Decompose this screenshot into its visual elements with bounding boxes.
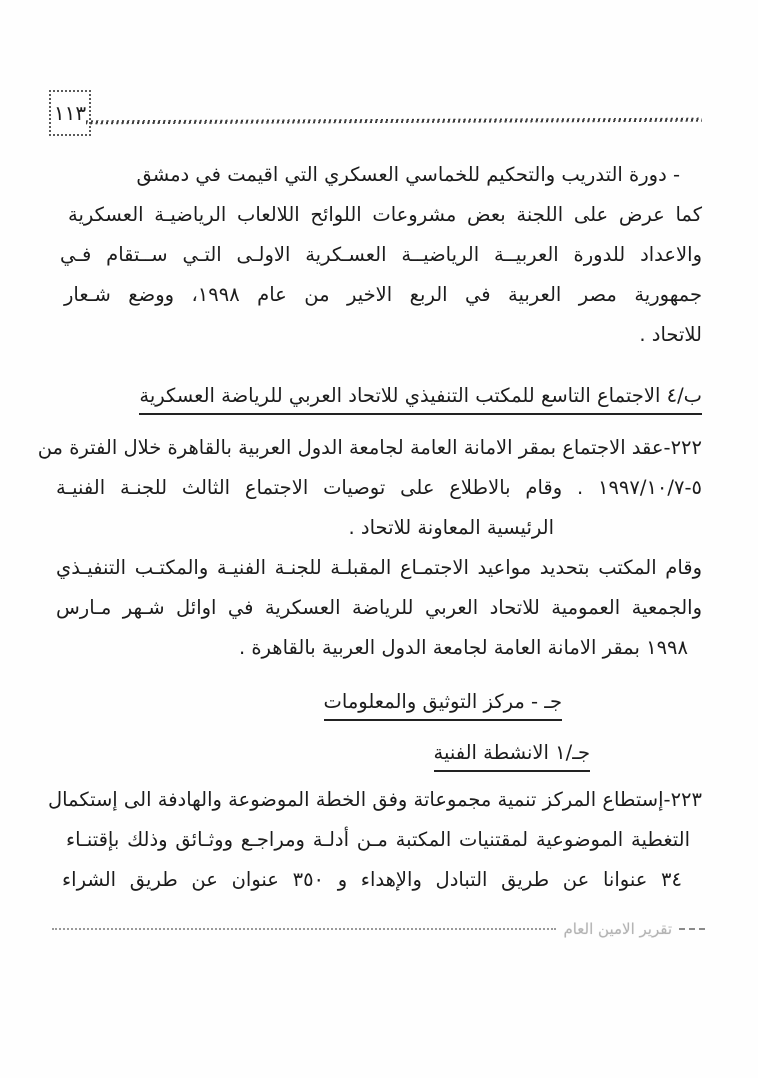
page-number-box <box>49 90 91 136</box>
page-footer <box>52 920 705 938</box>
para-223-line-1: ٢٢٣-إستطاع المركز تنمية مجموعاتة وفق الخطة الموضوعة والهادفة الى إستكمال <box>47 788 702 811</box>
page-number: ١١٣ <box>53 101 87 125</box>
para-223-line-3: ٣٤ عنوانا عن طريق التبادل والإهداء و ٣٥٠ عنوان عن طريق الشراء <box>62 868 682 891</box>
para-222b-line-1: وقام المكتب بتحديد مواعيد الاجتمـاع المقبلـة للجنـة الفنيـة والمكتـب التنفيـذي <box>56 556 702 579</box>
intro-line-2: كما عرض على اللجنة بعض مشروعات اللوائح اللالعاب الرياضيـة العسكرية <box>68 203 702 226</box>
section-heading-c <box>56 682 702 722</box>
intro-line-3: والاعداد للدورة العربيــة الرياضيــة العسـكرية الاولـى التـي ســتقام فـي <box>60 243 702 266</box>
para-222-line-3: الرئيسية المعاونة للاتحاد . <box>348 516 554 539</box>
header-rule <box>86 118 702 125</box>
section-heading-b4-text: ب/٤ الاجتماع التاسع للمكتب التنفيذي للاتحاد العربي للرياضة العسكرية <box>139 381 702 415</box>
section-heading-c1-text: جـ/١ الانشطة الفنية <box>434 738 590 772</box>
intro-line-1: - دورة التدريب والتحكيم للخماسي العسكري التي اقيمت في دمشق <box>136 163 680 186</box>
footer-rule-left <box>52 928 556 930</box>
section-heading-b4 <box>56 376 702 416</box>
text-column <box>37 155 703 900</box>
para-222b-line-2: والجمعية العمومية للاتحاد العربي للرياضة العسكرية في اوائل شـهر مـارس <box>56 596 702 619</box>
intro-line-4: جمهورية مصر العربية في الربع الاخير من عام ١٩٩٨، ووضع شـعار <box>64 283 703 306</box>
para-222-line-1: ٢٢٢-عقد الاجتماع بمقر الامانة العامة لجامعة الدول العربية بالقاهرة خلال الفترة من <box>37 436 702 459</box>
para-222b-line-3: ١٩٩٨ بمقر الامانة العامة لجامعة الدول العربية بالقاهرة . <box>238 636 688 659</box>
footer-title: تقرير الامين العام <box>563 920 672 938</box>
section-heading-c1 <box>56 733 702 773</box>
para-222-line-2: ٥-٧‏/‏١٠‏/‏١٩٩٧ . وقام بالاطلاع على توصيات الاجتماع الثالث للجنـة الفنيـة <box>56 476 702 499</box>
footer-rule-right <box>679 928 705 930</box>
intro-line-5: للاتحاد . <box>639 323 702 346</box>
para-223-line-2: التغطية الموضوعية لمقتنيات المكتبة مـن أدلـة ومراجـع ووثـائق وذلك بإقتنـاء <box>66 828 690 851</box>
section-heading-c-text: جـ - مركز التوثيق والمعلومات <box>324 687 562 721</box>
